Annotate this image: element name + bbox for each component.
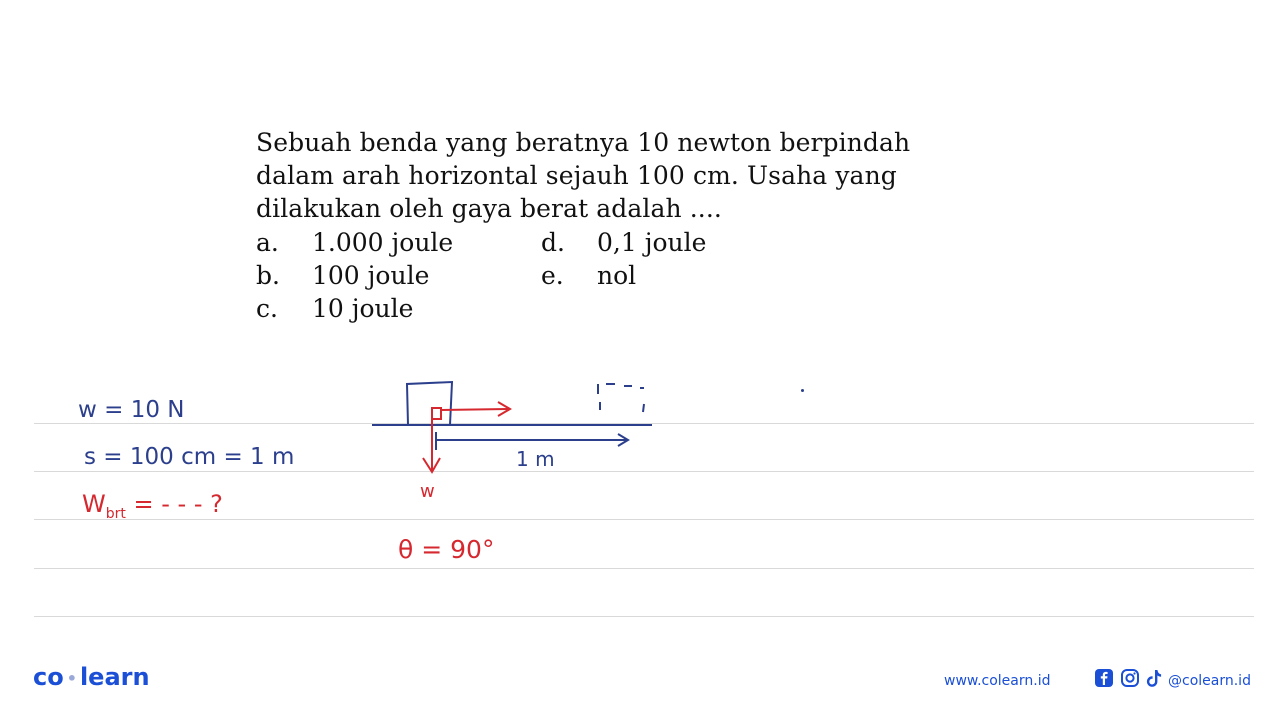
option-text: 100 joule [312, 261, 430, 290]
logo-part-2: learn [79, 663, 150, 691]
option-letter: e. [541, 261, 564, 290]
note-work-question [82, 490, 223, 522]
logo-part-1: co [33, 663, 64, 691]
option-text: 1.000 joule [312, 228, 454, 257]
question-line-2: dalam arah horizontal sejauh 100 cm. Usaha yang [256, 161, 897, 190]
social-handle[interactable]: @colearn.id [1168, 673, 1251, 689]
block-end-dashed [598, 384, 644, 412]
option-text: nol [597, 261, 637, 290]
note-theta: θ = 90° [398, 535, 495, 564]
logo-dot: • [66, 668, 77, 688]
facebook-icon[interactable] [1094, 668, 1114, 688]
option-text: 0,1 joule [597, 228, 707, 257]
option-letter: a. [256, 228, 279, 257]
force-arrow-line [441, 409, 508, 410]
weight-label: w [420, 481, 435, 502]
option-b [256, 261, 429, 290]
work-subscript: brt [105, 505, 126, 522]
website-link[interactable]: www.colearn.id [944, 673, 1051, 689]
work-diagram [360, 370, 670, 510]
option-letter: c. [256, 294, 278, 323]
block-start [407, 382, 452, 425]
work-symbol: W [82, 490, 106, 518]
ruled-line [34, 568, 1254, 569]
option-letter: b. [256, 261, 280, 290]
option-a [256, 228, 453, 257]
option-c [256, 294, 413, 323]
question-line-1: Sebuah benda yang beratnya 10 newton berpindah [256, 128, 911, 157]
question-text [256, 126, 911, 225]
colearn-logo[interactable] [33, 663, 150, 691]
force-origin [432, 408, 441, 419]
option-text: 10 joule [312, 294, 414, 323]
option-d [541, 228, 706, 257]
work-rest: = - - - ? [125, 490, 223, 518]
option-e [541, 261, 636, 290]
distance-label: 1 m [516, 447, 555, 471]
question-line-3: dilakukan oleh gaya berat adalah .... [256, 194, 722, 223]
note-weight: w = 10 N [78, 397, 185, 423]
tiktok-icon[interactable] [1144, 668, 1164, 688]
ruled-line [34, 616, 1254, 617]
instagram-icon[interactable] [1120, 668, 1140, 688]
note-distance: s = 100 cm = 1 m [84, 444, 295, 470]
pen-dot [801, 389, 804, 392]
option-letter: d. [541, 228, 565, 257]
